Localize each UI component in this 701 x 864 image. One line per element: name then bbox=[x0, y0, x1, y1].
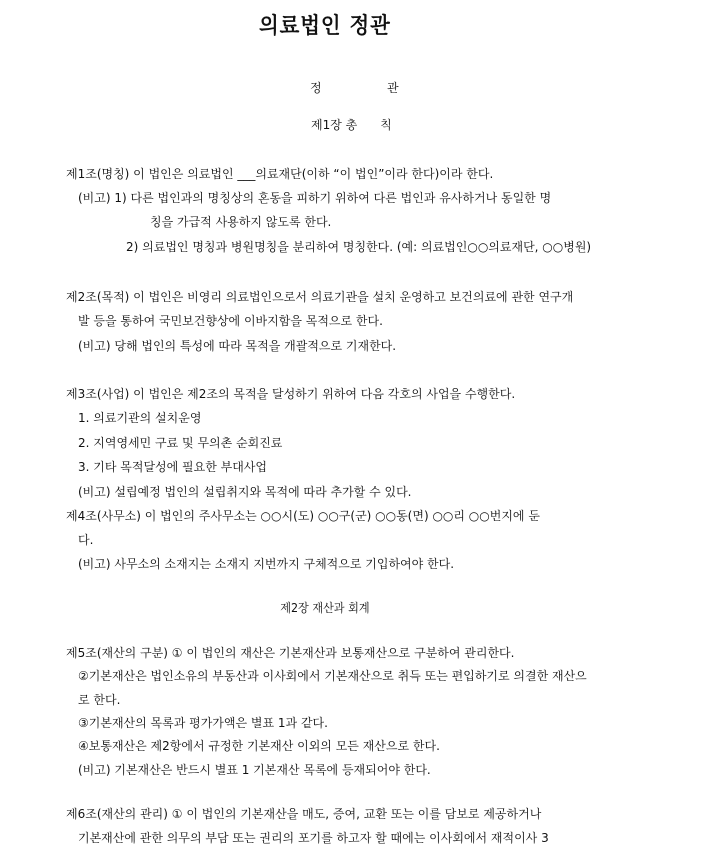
article-1-note-2: 2) 의료법인 명칭과 병원명칭을 분리하여 명칭한다. (예: 의료법인○○의료재단, ○○병원) bbox=[126, 240, 592, 254]
article-5-para-2: ②기본재산은 법인소유의 부동산과 이사회에서 기본재산으로 취득 또는 편입하기로 의결한 재산으 bbox=[78, 669, 587, 683]
article-5: 제5조(재산의 구분) ① 이 법인의 재산은 기본재산과 보통재산으로 구분하여 관리한다. bbox=[66, 646, 515, 660]
article-1: 제1조(명칭) 이 법인은 의료법인 ___의료재단(이하 “이 법인”이라 한다)이라 한다. bbox=[66, 167, 494, 181]
heading-jeong: 정 bbox=[310, 81, 322, 95]
article-1-note-1: (비고) 1) 다른 법인과의 명칭상의 혼동을 피하기 위하여 다른 법인과 유사하거나 동일한 명 bbox=[78, 191, 552, 205]
chapter-2-heading: 제2장 재산과 회계 bbox=[280, 601, 370, 615]
heading-gwan: 관 bbox=[387, 81, 399, 95]
article-3-item-2: 2. 지역영세민 구료 및 무의촌 순회진료 bbox=[78, 436, 283, 450]
article-3-item-1: 1. 의료기관의 설치운영 bbox=[78, 411, 202, 425]
chapter-1-heading: 제1장 총 칙 bbox=[311, 118, 392, 132]
article-3-item-3: 3. 기타 목적달성에 필요한 부대사업 bbox=[78, 460, 267, 474]
article-2: 제2조(목적) 이 법인은 비영리 의료법인으로서 의료기관을 설치 운영하고 보건의료에 관한 연구개 bbox=[66, 290, 574, 304]
article-5-para-3: ③기본재산의 목록과 평가가액은 별표 1과 같다. bbox=[78, 716, 328, 730]
article-4-note: (비고) 사무소의 소재지는 소재지 지번까지 구체적으로 기입하여야 한다. bbox=[78, 557, 455, 571]
article-2-note: (비고) 당해 법인의 특성에 따라 목적을 개괄적으로 기재한다. bbox=[78, 339, 397, 353]
document-title: 의료법인 정관 bbox=[259, 14, 391, 39]
article-2-cont: 발 등을 통하여 국민보건향상에 이바지함을 목적으로 한다. bbox=[78, 314, 383, 328]
article-6-cont: 기본재산에 관한 의무의 부담 또는 권리의 포기를 하고자 할 때에는 이사회에서 재적이사 3 bbox=[78, 831, 549, 845]
article-4: 제4조(사무소) 이 법인의 주사무소는 ○○시(도) ○○구(군) ○○동(면) ○○리 ○○번지에 둔 bbox=[66, 509, 540, 523]
article-3-note: (비고) 설립예정 법인의 설립취지와 목적에 따라 추가할 수 있다. bbox=[78, 485, 412, 499]
article-5-note: (비고) 기본재산은 반드시 별표 1 기본재산 목록에 등재되어야 한다. bbox=[78, 763, 431, 777]
article-6: 제6조(재산의 관리) ① 이 법인의 기본재산을 매도, 증여, 교환 또는 이를 담보로 제공하거나 bbox=[66, 807, 542, 821]
article-5-para-4: ④보통재산은 제2항에서 규정한 기본재산 이외의 모든 재산으로 한다. bbox=[78, 739, 440, 753]
article-3: 제3조(사업) 이 법인은 제2조의 목적을 달성하기 위하여 다음 각호의 사업을 수행한다. bbox=[66, 387, 516, 401]
article-5-para-2-cont: 로 한다. bbox=[78, 693, 121, 707]
article-1-note-1-cont: 칭을 가급적 사용하지 않도록 한다. bbox=[150, 215, 332, 229]
article-4-cont: 다. bbox=[78, 533, 94, 547]
